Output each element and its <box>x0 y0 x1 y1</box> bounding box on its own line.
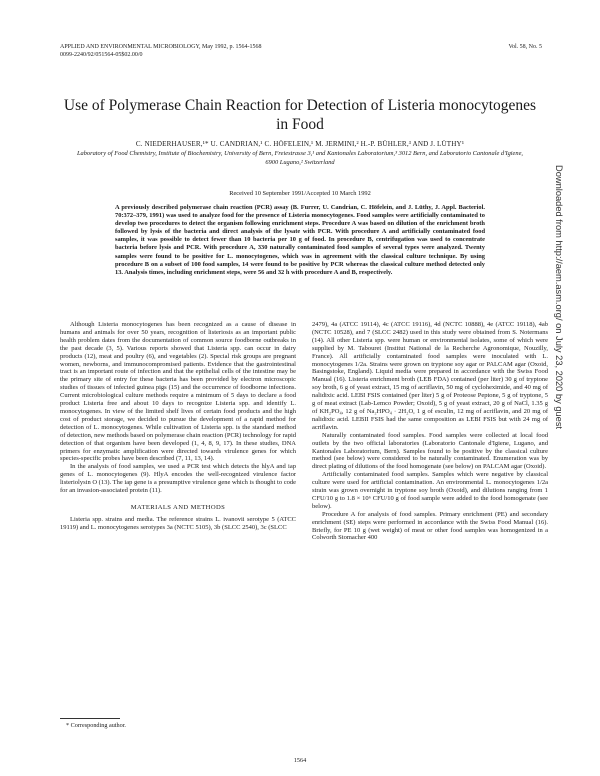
journal-header: APPLIED AND ENVIRONMENTAL MICROBIOLOGY, May 1992, p. 1564-1568 <box>60 44 262 50</box>
author-list: C. NIEDERHAUSER,¹* U. CANDRIAN,¹ C. HÖFELEIN,¹ M. JERMINI,² H.-P. BÜHLER,³ AND J. LÜTHY¹ <box>135 140 465 148</box>
abstract: A previously described polymerase chain reaction (PCR) assay (B. Furrer, U. Candrian, C. Höfelein, and J. Lüthy, J. Appl. Bacteriol. 70:372–379, 1991) was used to analyze food for the presence of Listeria monocytogenes. Food samples were artificially contaminated to develop two procedures to detect the organism following enrichment steps. Procedure A was based on dilution of the enrichment broth followed by lysis of the bacteria and direct analysis of the lysate with PCR. With procedure A and artificially contaminated food samples, it was possible to detect fewer than 10 bacteria per 10 g of food. In procedure B, centrifugation was used to concentrate bacteria before lysis and PCR. With procedure A, 330 naturally contaminated food samples of several types were analyzed. Twenty samples were found to be positive for L. monocytogenes, which was in agreement with the classical culture technique. By using procedure B on a subset of 100 food samples, 14 were found to be positive by PCR whereas the classical culture method detected only 13. Analysis times, including enrichment steps, were 56 and 32 h with procedure A and B, respectively. <box>115 204 485 276</box>
intro-paragraph-2: In the analysis of food samples, we used a PCR test which detects the hlyA and iap genes of L. monocytogenes (9). HlyA encodes the well-recognized virulence factor listeriolysin O (13). The iap gene is a presumptive virulence gene which is thought to code for an invasion-associated protein (11). <box>60 463 296 495</box>
right-column <box>312 321 548 542</box>
methods-paragraph-1: Listeria spp. strains and media. The reference strains L. ivanovii serotype 5 (ATCC 19119) and L. monocytogenes serotypes 3a (NCTC 5105), 3b (SLCC 2540), 3c (SLCC <box>60 515 296 531</box>
page-number: 1564 <box>293 757 307 764</box>
artificial-samples-paragraph: Artificially contaminated food samples. Samples which were negative by classical culture were used for artificial contamination. An environmental L. monocytogenes 1/2a strain was grown overnight in tryptone soy broth (Oxoid), and dilutions ranging from 1 CFU/10 g to 1.8 × 10⁶ CFU/10 g of food sample were added to the food homogenate (see below). <box>312 471 548 510</box>
volume-line: Vol. 58, No. 5 <box>508 44 542 50</box>
affiliations: Laboratory of Food Chemistry, Institute of Biochemistry, University of Bern, Freiestrasse 3,¹ and Kantonales Laboratorium,³ 3012 Bern, and Laboratorio Cantonale d'Igiene, 6900 Lugano,² Switzerland <box>76 150 524 166</box>
download-watermark: Downloaded from http://aem.asm.org/ on July 23, 2020 by guest <box>554 165 564 430</box>
procedure-a-paragraph: Procedure A for analysis of food samples. Primary enrichment (PE) and secondary enrichment (SE) steps were performed in accordance with the Swiss Food Manual (16). Briefly, for PE 10 g (wet weight) of meat or other food samples was homogenized in a Colworth Stomacher 400 <box>312 510 548 542</box>
footnote: * Corresponding author. <box>66 722 126 729</box>
issn-line: 0099-2240/92/051564-05$02.00/0 <box>60 52 143 58</box>
intro-paragraph-1: Although Listeria monocytogenes has been recognized as a cause of disease in humans and animals for over 50 years, recognition of listeriosis as an important public health problem dates from the documentation of common source foodborne outbreaks in the past decade (3, 5). Various reports showed that Listeria spp. can occur in dairy products (12), meat and poultry (6), and vegetables (2). Special risk groups are pregnant women, newborns, and immunocompromised patients. Evidence that the gastrointestinal tract is an important route of infection and that the epithelial cells of the intestine may be the primary site of entry for these bacteria has been provided by electron microscopic studies of tissues of infected guinea pigs (15) and the occurrence of foodborne infections. Current microbiological culture methods require a minimum of 5 days to declare a food product Listeria free and about 10 days to recognize Listeria spp. and identify L. monocytogenes. In view of the limited shelf lives of certain food products and the high cost of product storage, we decided to pursue the development of a rapid method for detection of L. monocytogenes. While cultivation of Listeria spp. is the standard method of detection, new methods based on polymerase chain reaction (PCR) technology for rapid detection of that organism have been developed (1, 4, 8, 9, 17). In these studies, DNA primers for enzymatic amplification were directed towards virulence genes for which species-specific probes have been described (7, 11, 13, 14). <box>60 321 296 463</box>
natural-samples-paragraph: Naturally contaminated food samples. Food samples were collected at local food outlets by the two official laboratories (Laboratorio Cantonale d'Igiene, Lugano, and Kantonales Laboratorium, Bern). Samples found to be positive by the classical culture method (see below) were considered to be naturally contaminated. Enumeration was by direct plating of dilutions of the food homogenate (see below) on PALCAM agar (Oxoid). <box>312 431 548 471</box>
methods-heading: MATERIALS AND METHODS <box>130 503 226 511</box>
received-dates: Received 10 September 1991/Accepted 10 March 1992 <box>229 190 371 197</box>
article-title: Use of Polymerase Chain Reaction for Detection of Listeria monocytogenes in Food <box>63 97 537 133</box>
left-column <box>60 321 296 532</box>
footnote-divider <box>60 718 120 719</box>
strains-paragraph: 2479), 4a (ATCC 19114), 4c (ATCC 19116), 4d (NCTC 10888), 4e (ATCC 19118), 4ab (NCTC 10528), and 7 (SLCC 2482) used in this study were obtained from S. Notermans (14). All other Listeria spp. were human or environmental isolates, some of which were supplied by M. Tabouret (Institut National de la Recherche Agronomique, Nouzilly, France). All artificially contaminated food samples were inoculated with L. monocytogenes 1/2a. Strains were grown on tryptone soy agar or PALCAM agar (Oxoid, Basingstoke, England). Liquid media were prepared in accordance with the Swiss Food Manual (16). Listeria enrichment broth (LEB FDA) contained (per liter) 30 g of tryptone soy broth, 6 g of yeast extract, 15 mg of acriflavin, 50 mg of cycloheximide, and 40 mg of nalidixic acid. LEBI FSIS contained (per liter) 5 g of Proteose Peptone, 5 g of tryptone, 5 g of meat extract (Lab-Lemco Powder; Oxoid), 5 g of yeast extract, 20 g of NaCl, 1.35 g of KH₂PO₄, 12 g of Na₂HPO₄ · 2H₂O, 1 g of esculin, 12 mg of acriflavin, and 20 mg of nalidixic acid. LEBII FSIS had the same composition as LEBI FSIS but with 24 mg of acriflavin. <box>312 321 548 431</box>
